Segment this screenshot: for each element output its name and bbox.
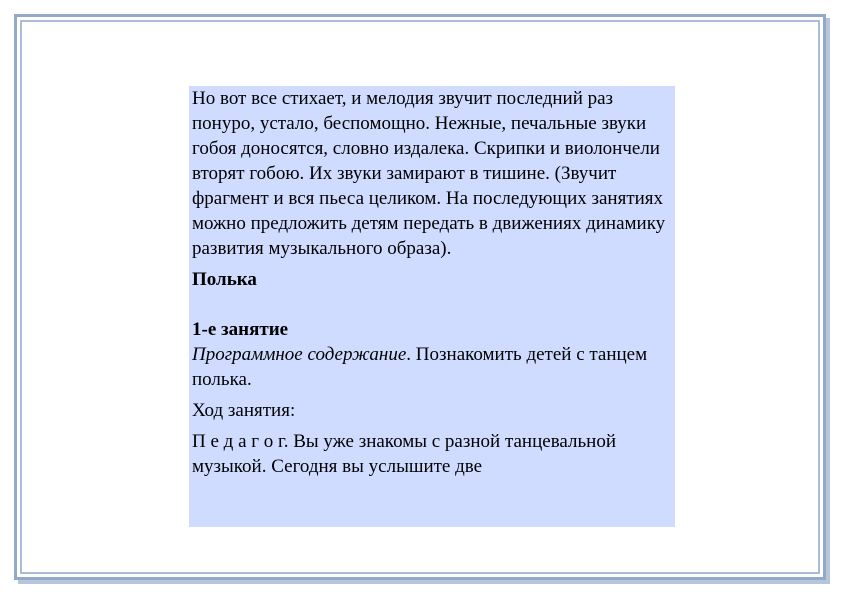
teacher-label: П е д а г о г: [192, 431, 284, 452]
teacher-paragraph: [192, 429, 672, 479]
lesson-title: 1-е занятие: [192, 319, 289, 340]
text-block: [189, 86, 675, 527]
program-paragraph: [192, 342, 672, 392]
paragraph-intro: Но вот все стихает, и мелодия звучит последний раз понуро, устало, беспомощно. Нежные, печальные звуки гобоя доносятся, словно издалека. Скрипки и виолончели вторят гобою. Их звуки замирают в тишине. (Звучит фрагмент и вся пьеса целиком. На последующих занятиях можно предложить детям передать в движениях динамику развития музыкального образа).: [192, 88, 666, 259]
program-label: Программное содержание: [192, 344, 407, 365]
heading-polka: Полька: [192, 269, 257, 290]
frame-shadow-bottom: [18, 580, 830, 584]
frame-shadow-right: [826, 18, 830, 584]
spacer: [192, 292, 672, 317]
program-text: . Познакомить детей с танцем полька.: [192, 344, 648, 390]
teacher-text: . Вы уже знакомы с разной танцевальной музыкой. Сегодня вы услышите две: [192, 431, 616, 477]
lesson-course: Ход занятия:: [192, 400, 296, 421]
